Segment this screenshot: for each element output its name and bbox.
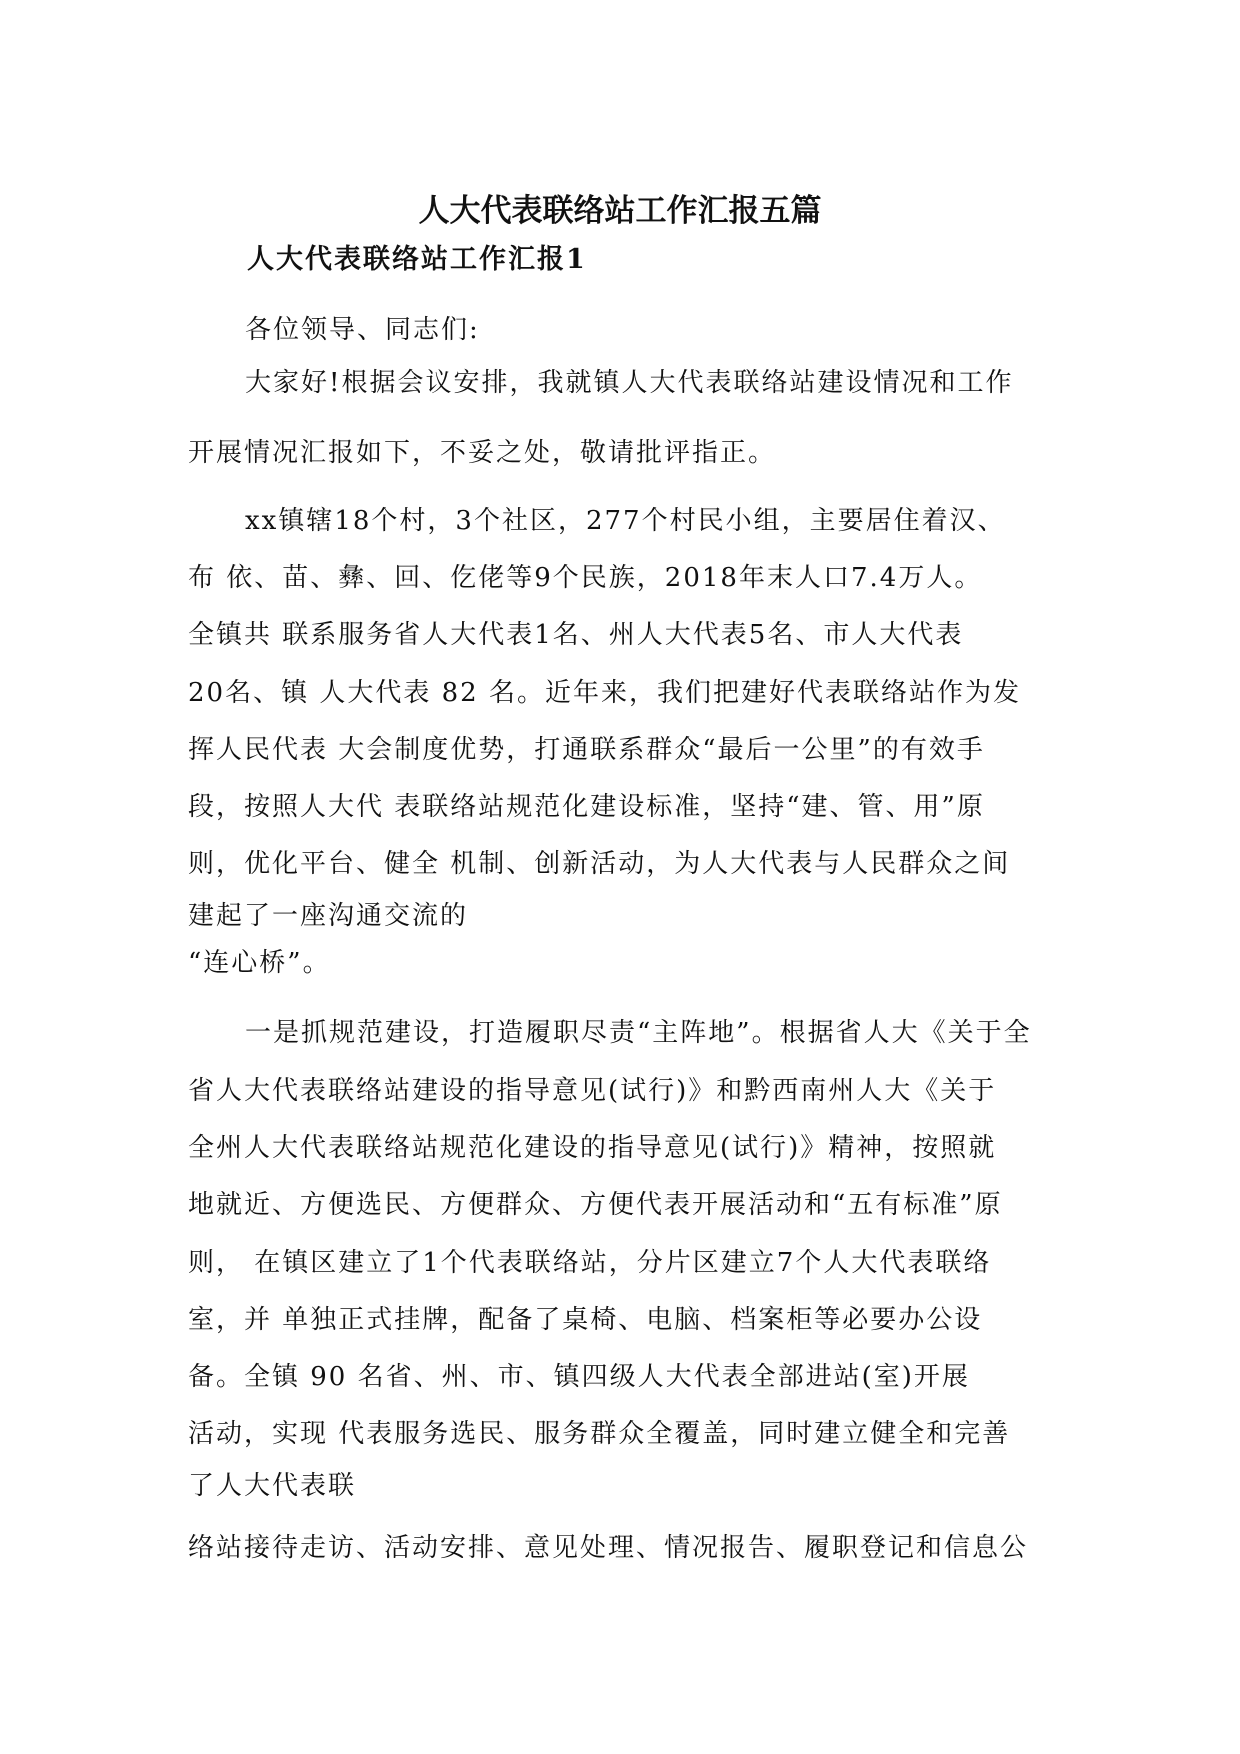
- section-heading: 人大代表联络站工作汇报1: [247, 244, 587, 275]
- text-line: 20名、镇 人大代表 82 名。近年来，我们把建好代表联络站作为发: [188, 678, 1021, 708]
- text-line: 络站接待走访、活动安排、意见处理、情况报告、履职登记和信息公: [188, 1533, 1029, 1563]
- text-line: 全镇共 联系服务省人大代表1名、州人大代表5名、市人大代表: [188, 620, 964, 650]
- text-line: 省人大代表联络站建设的指导意见(试行)》和黔西南州人大《关于: [188, 1076, 997, 1106]
- text-line: 室，并 单独正式挂牌，配备了桌椅、电脑、档案柜等必要办公设: [188, 1305, 983, 1335]
- text-line: 活动，实现 代表服务选民、服务群众全覆盖，同时建立健全和完善: [188, 1419, 1011, 1449]
- text-line: 备。全镇 90 名省、州、市、镇四级人大代表全部进站(室)开展: [188, 1362, 970, 1392]
- text-line: 全州人大代表联络站规范化建设的指导意见(试行)》精神，按照就: [188, 1133, 997, 1163]
- text-line: 一是抓规范建设，打造履职尽责“主阵地”。根据省人大《关于全: [245, 1018, 1032, 1048]
- text-line: 开展情况汇报如下，不妥之处，敬请批评指正。: [188, 438, 777, 468]
- text-line: 了人大代表联: [188, 1471, 357, 1501]
- text-line: 则， 在镇区建立了1个代表联络站，分片区建立7个人大代表联络: [188, 1248, 992, 1278]
- text-line: 段，按照人大代 表联络站规范化建设标准，坚持“建、管、用”原: [188, 792, 985, 822]
- text-line: 各位领导、同志们:: [245, 315, 480, 345]
- text-line: 布 依、苗、彝、回、仡佬等9个民族，2018年末人口7.4万人。: [188, 563, 983, 593]
- text-line: 地就近、方便选民、方便群众、方便代表开展活动和“五有标准”原: [188, 1190, 1003, 1220]
- text-line: 则，优化平台、健全 机制、创新活动，为人大代表与人民群众之间: [188, 849, 1011, 879]
- document-title: 人大代表联络站工作汇报五篇: [418, 193, 822, 229]
- text-line: 挥人民代表 大会制度优势，打通联系群众“最后一公里”的有效手: [188, 735, 985, 765]
- text-line: 大家好!根据会议安排，我就镇人大代表联络站建设情况和工作: [245, 368, 1014, 398]
- text-line: xx镇辖18个村，3个社区，277个村民小组，主要居住着汉、: [245, 506, 1006, 536]
- text-line: “连心桥”。: [188, 948, 331, 978]
- text-line: 建起了一座沟通交流的: [188, 901, 469, 931]
